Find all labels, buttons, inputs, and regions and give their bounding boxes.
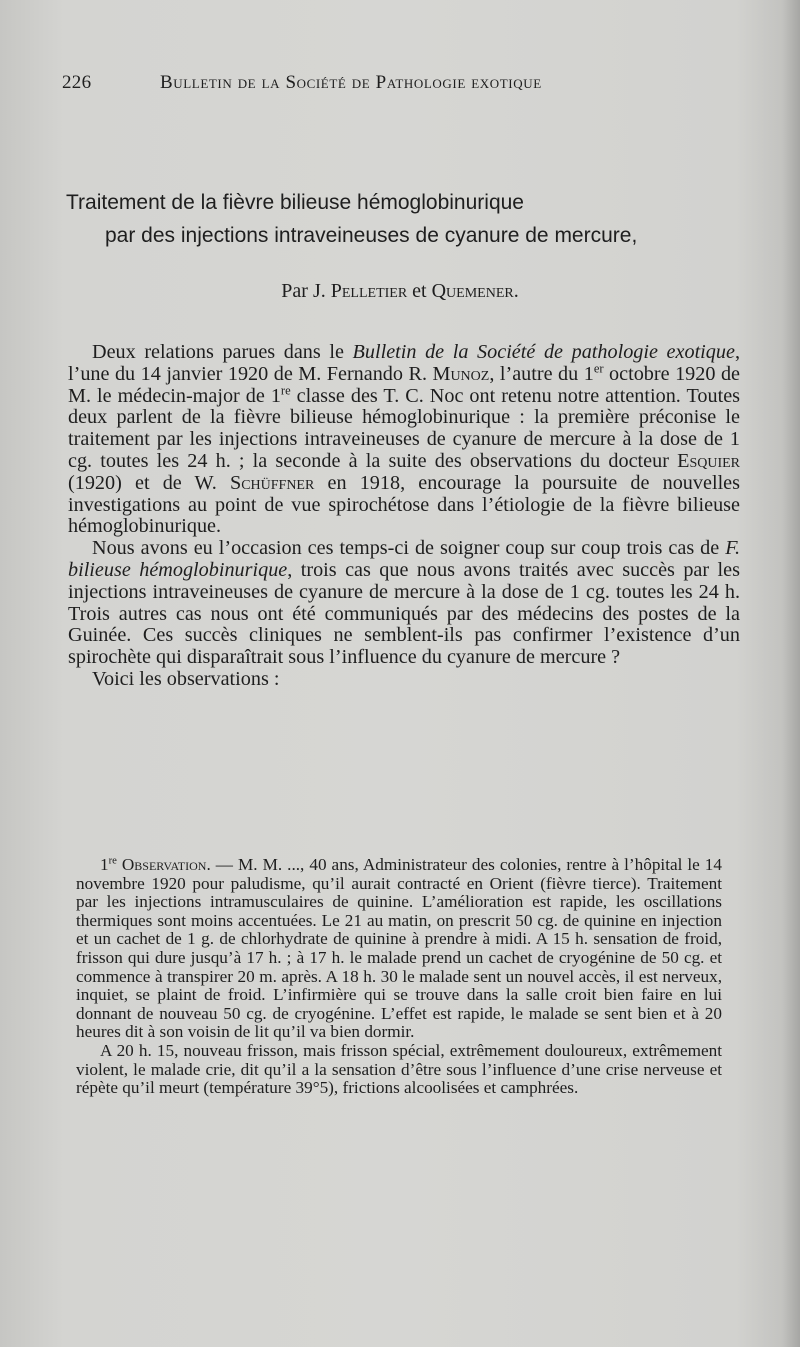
title-line-1: Traitement de la fièvre bilieuse hémoglobinurique: [66, 191, 524, 214]
p1-text-5: classe des T. C. Noc ont retenu notre attention. Toutes deux parlent de la fièvre bilieuse hémoglobinurique : la première préconise le traitement par les injections intraveineuses de cyanure de mercure à la dose de 1 cg. toutes les 24 h. ; la seconde à la suite des observations du docteur: [68, 384, 741, 472]
p1-text-7: en 1918, encourage la poursuite de nouvelles investigations au point de vue spirochétose dans l’étiologie de la fièvre bilieuse hémoglobinurique.: [68, 471, 740, 538]
article-authors: [0, 280, 800, 303]
page-edge-shadow: [782, 0, 800, 1347]
observation-1: [76, 856, 722, 1042]
running-title: Bulletin de la Société de Pathologie exotique: [160, 72, 542, 93]
p2-disease-name: F. bilieuse hémoglobinurique: [68, 537, 740, 581]
paragraph-2: [68, 538, 740, 669]
author-quemener: Quemener: [431, 280, 514, 302]
obs-label: Observation.: [116, 855, 211, 874]
obs-number: 1: [100, 855, 109, 874]
page-number: 226: [62, 72, 92, 93]
article-title: [62, 186, 742, 252]
obs-sup-re: re: [108, 855, 117, 867]
authors-suffix: .: [513, 280, 519, 302]
p1-sup-er: er: [593, 361, 604, 376]
paragraph-1: [68, 342, 740, 538]
running-header: [62, 72, 762, 102]
p1-text-4: octobre 1920 de M. le médecin-major de 1: [68, 362, 740, 407]
p2-text-2: , trois cas que nous avons traités avec succès par les injections intraveineuses de cyanure de mercure à la dose de 1 cg. toutes les 24 h. Trois autres cas nous ont été communiqués par des médecins des postes de la Guinée. Ces succès cliniques ne semblent-ils pas confirmer l’existence d’un spirochète qui disparaîtrait sous l’influence du cyanure de mercure ?: [68, 558, 740, 669]
p1-sup-re: re: [280, 382, 291, 397]
main-text: [68, 342, 740, 691]
p1-author-esquier: Esquier: [677, 449, 740, 472]
title-line-2: par des injections intraveineuses de cyanure de mercure,: [105, 224, 638, 247]
p1-text-6: (1920) et de W.: [68, 471, 230, 494]
p1-text-1: Deux relations parues dans le: [92, 341, 353, 363]
observation-block: [76, 856, 722, 1098]
p2-text-1: Nous avons eu l’occasion ces temps-ci de soigner coup sur coup trois cas de: [92, 537, 726, 560]
paragraph-3: Voici les observations :: [92, 667, 280, 690]
p1-text-2: , l’une du 14 janvier 1920 de M. Fernando R.: [68, 341, 740, 385]
obs-text: — M. M. ..., 40 ans, Administrateur des colonies, rentre à l’hôpital le 14 novembre 1920 pour paludisme, qu’il aurait contracté en Orient (fièvre tierce). Traitement par les injections intramusculaires de quinine. L’amélioration est rapide, les oscillations thermiques sont moins accentuées. Le 21 au matin, on prescrit 50 cg. de quinine en injection et un cachet de 1 g. de chlorhydrate de quinine à prendre à midi. A 15 h. sensation de froid, frisson qui dure jusqu’à 17 h. ; à 17 h. le malade prend un cachet de cryogénine de 50 cg. et commence à transpirer 20 m. après. A 18 h. 30 le malade sent un nouvel accès, il est nerveux, inquiet, se plaint de froid. L’infirmière qui se trouve dans la salle croit bien faire en lui donnant de nouveau 50 cg. de cryogénine. L’effet est rapide, le malade se sent bien et à 20 heures dit à son voisin de lit qu’il va bien dormir.: [76, 855, 722, 1042]
p1-journal-title: Bulletin de la Société de pathologie exotique: [352, 341, 735, 363]
p1-text-3: , l’autre du 1: [489, 362, 594, 385]
observation-1-continuation: A 20 h. 15, nouveau frisson, mais frisson spécial, extrêmement douloureux, extrêmement violent, le malade crie, dit qu’il a la sensation d’être sous l’influence d’une crise nerveuse et répète qu’il meurt (température 39°5), frictions alcoolisées et camphrées.: [76, 1040, 722, 1098]
author-pelletier: Pelletier: [330, 280, 408, 302]
p1-author-schuffner: Schüffner: [229, 471, 315, 494]
authors-prefix: Par J.: [281, 280, 331, 302]
p1-author-munoz: Munoz: [432, 362, 490, 385]
authors-conjunction: et: [407, 280, 432, 302]
